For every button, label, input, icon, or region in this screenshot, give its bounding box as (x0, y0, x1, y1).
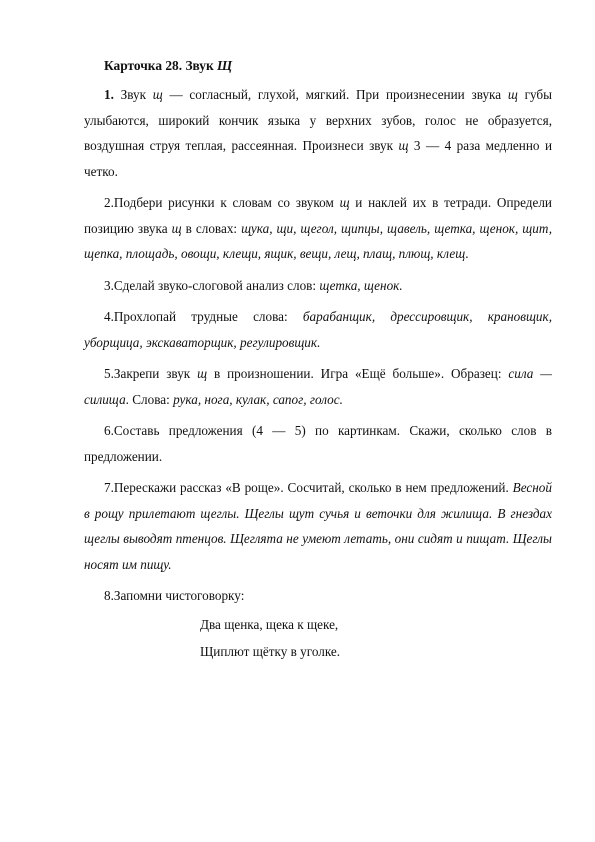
task-2-text-a: 2.Подбери рисунки к словам со звуком (104, 195, 340, 210)
task-7 (84, 475, 552, 577)
card-content (84, 56, 552, 665)
task-1-text-a: Звук (113, 87, 153, 102)
task-2-sound-b: щ (171, 220, 182, 236)
task-1-number: 1. (104, 87, 114, 102)
task-1-text-b: — согласный, глухой, мягкий. При произнесении звука (162, 87, 508, 102)
task-5-text-b: в произношении. Игра «Ещё больше». Образец: (207, 366, 509, 381)
task-2-words: щука, щи, щегол, щипцы, щавель, щетка, щенок, щит, щепка, площадь, овощи, клещи, ящик, вещи, лещ, плащ, плющ, клещ (84, 220, 552, 261)
task-5-example: сила — силища (84, 366, 552, 407)
tongue-twister-line-1: Два щенка, щека к щеке, (200, 616, 339, 632)
task-2 (84, 190, 552, 267)
task-5-words: рука, нога, кулак, сапог, голос. (173, 391, 343, 407)
task-4-words: барабанщик, дрессировщик, крановщик, уборщица, экскаваторщик, регулировщик. (84, 309, 552, 350)
task-3-words: щетка, щенок. (319, 277, 403, 293)
tongue-twister (200, 611, 552, 665)
task-1 (84, 82, 552, 184)
task-8-text: 8.Запомни чистоговорку: (104, 588, 245, 603)
task-5 (84, 361, 552, 412)
task-1-sound-a: щ (152, 87, 163, 102)
task-2-sound-a: щ (339, 195, 350, 210)
task-1-text-d: 3 — 4 раза медленно и четко. (84, 138, 552, 179)
task-3-text: 3.Сделай звуко-слоговой анализ слов: (104, 277, 320, 293)
task-5-text-c: . Слова: (125, 391, 174, 407)
task-3 (84, 273, 552, 299)
task-5-text-a: 5.Закрепи звук (104, 366, 198, 381)
task-2-text-b: и наклей их в тетради. Определи позицию звука (84, 195, 552, 236)
task-8 (84, 583, 552, 609)
task-6 (84, 418, 552, 469)
task-7-text: 7.Перескажи рассказ «В роще». Сосчитай, сколько в нем предложений. (104, 480, 513, 495)
task-6-text: 6.Составь предложения (4 — 5) по картинкам. Скажи, сколько слов в предложении. (84, 423, 552, 464)
title-sound: Щ (217, 58, 233, 73)
task-7-story: Весной в рощу прилетают щеглы. Щеглы щут сучья и веточки для жилища. В гнездах щеглы выводят птенцов. Щеглята не умеют летать, они сидят и пищат. Щеглы носят им пищу. (84, 480, 552, 572)
task-1-sound-b: щ (507, 87, 518, 102)
card-title (104, 56, 552, 76)
task-2-text-d: . (465, 246, 469, 261)
title-text: Карточка 28. Звук (104, 58, 218, 73)
task-1-sound-c: щ (398, 138, 409, 153)
task-4-text: 4.Прохлопай трудные слова: (104, 309, 303, 324)
task-1-text-c: губы улыбаются, широкий кончик языка у верхних зубов, голос не образуется, воздушная струя теплая, рассеянная. Произнеси звук (84, 87, 552, 153)
tongue-twister-line-2: Щиплют щётку в уголке. (200, 643, 341, 659)
task-5-sound: щ (197, 366, 208, 381)
task-4 (84, 304, 552, 355)
task-2-text-c: в словах: (181, 220, 242, 236)
